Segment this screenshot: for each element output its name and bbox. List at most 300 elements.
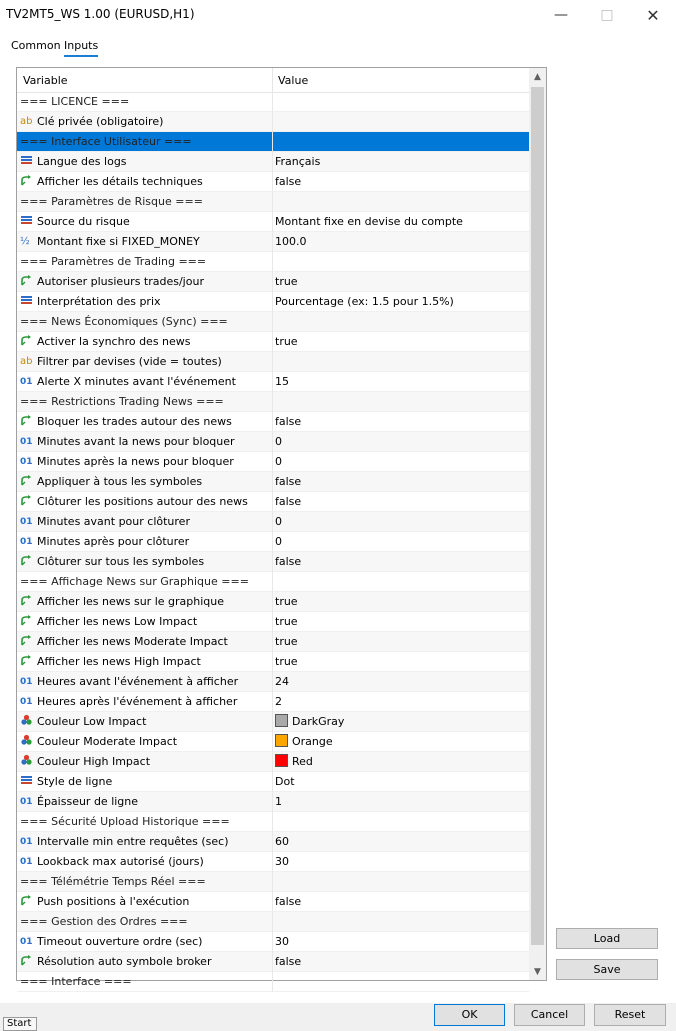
variable-cell	[20, 872, 270, 891]
bool-type-icon	[20, 334, 33, 346]
cell-separator	[272, 412, 273, 432]
value-cell[interactable]	[275, 152, 527, 171]
grid-row[interactable]	[17, 632, 529, 652]
variable-name: Afficher les news High Impact	[37, 655, 201, 668]
color-type-icon	[20, 734, 33, 746]
grid-row[interactable]	[17, 852, 529, 872]
grid-row[interactable]	[17, 152, 529, 172]
variable-cell	[20, 372, 270, 391]
grid-row[interactable]	[17, 272, 529, 292]
variable-name: Push positions à l'exécution	[37, 895, 190, 908]
cell-separator	[272, 692, 273, 712]
grid-row[interactable]	[17, 412, 529, 432]
variable-name: === Sécurité Upload Historique ===	[20, 815, 230, 828]
variable-cell	[20, 612, 270, 631]
value-cell[interactable]	[275, 652, 527, 671]
value-text: false	[275, 415, 302, 428]
value-cell[interactable]	[275, 852, 527, 871]
grid-row[interactable]	[17, 352, 529, 372]
variable-name: Langue des logs	[37, 155, 127, 168]
minimize-button[interactable]	[538, 0, 584, 30]
grid-section-row[interactable]	[17, 872, 529, 892]
tab-inputs[interactable]	[64, 39, 98, 52]
string-type-icon	[20, 354, 33, 366]
svg-text:ab: ab	[20, 356, 33, 367]
cell-separator	[272, 272, 273, 292]
value-cell[interactable]	[275, 632, 527, 651]
cell-separator	[272, 432, 273, 452]
variable-name: Minutes après pour clôturer	[37, 535, 190, 548]
grid-row[interactable]	[17, 292, 529, 312]
variable-name: Minutes avant pour clôturer	[37, 515, 190, 528]
grid-row[interactable]	[17, 492, 529, 512]
title-bar	[0, 0, 676, 30]
value-cell	[275, 872, 527, 891]
grid-row[interactable]	[17, 932, 529, 952]
value-text: false	[275, 495, 302, 508]
value-text: Orange	[292, 735, 333, 748]
value-cell[interactable]	[275, 552, 527, 571]
svg-text:½: ½	[20, 236, 30, 247]
cell-separator	[272, 812, 273, 832]
cell-separator	[272, 492, 273, 512]
column-separator[interactable]	[272, 68, 273, 92]
variable-name: === Télémétrie Temps Réel ===	[20, 875, 206, 888]
variable-cell	[20, 232, 270, 251]
variable-name: === LICENCE ===	[20, 95, 130, 108]
value-cell[interactable]	[275, 732, 527, 751]
enum-type-icon	[20, 214, 33, 226]
grid-row[interactable]	[17, 472, 529, 492]
bool-type-icon	[20, 474, 33, 486]
variable-cell	[20, 592, 270, 611]
value-text: 0	[275, 535, 282, 548]
grid-section-row[interactable]	[17, 912, 529, 932]
variable-cell	[20, 972, 270, 991]
grid-row[interactable]	[17, 652, 529, 672]
value-text: false	[275, 475, 302, 488]
scroll-down-button[interactable]	[529, 963, 546, 980]
variable-cell	[20, 192, 270, 211]
variable-cell	[20, 432, 270, 451]
color-type-icon	[20, 754, 33, 766]
column-header-value[interactable]: Value	[278, 74, 309, 87]
variable-cell	[20, 152, 270, 171]
variable-cell	[20, 572, 270, 591]
variable-cell	[20, 552, 270, 571]
variable-cell	[20, 952, 270, 971]
cell-separator	[272, 312, 273, 332]
value-cell	[275, 972, 527, 991]
variable-name: Heures avant l'événement à afficher	[37, 675, 239, 688]
grid-row[interactable]	[17, 952, 529, 972]
column-header-variable[interactable]: Variable	[23, 74, 68, 87]
variable-name: Couleur Moderate Impact	[37, 735, 178, 748]
variable-cell	[20, 412, 270, 431]
variable-cell	[20, 772, 270, 791]
value-text: false	[275, 895, 302, 908]
variable-name: Alerte X minutes avant l'événement	[37, 375, 236, 388]
int-type-icon	[20, 534, 33, 546]
variable-cell	[20, 272, 270, 291]
variable-cell	[20, 312, 270, 331]
grid-row[interactable]	[17, 712, 529, 732]
svg-text:01: 01	[20, 837, 33, 847]
scroll-up-button[interactable]	[529, 68, 546, 85]
variable-name: === Affichage News sur Graphique ===	[20, 575, 249, 588]
string-type-icon	[20, 114, 33, 126]
value-text: Français	[275, 155, 321, 168]
reset-button[interactable]: Reset	[594, 1004, 666, 1026]
int-type-icon	[20, 674, 33, 686]
value-text: 0	[275, 435, 282, 448]
bool-type-icon	[20, 414, 33, 426]
grid-section-row[interactable]	[17, 132, 529, 152]
variable-name: === Interface ===	[20, 975, 132, 988]
window-title: TV2MT5_WS 1.00 (EURUSD,H1)	[6, 7, 195, 21]
variable-cell	[20, 92, 270, 111]
variable-name: === Restrictions Trading News ===	[20, 395, 224, 408]
bool-type-icon	[20, 494, 33, 506]
enum-type-icon	[20, 774, 33, 786]
cell-separator	[272, 292, 273, 312]
cell-separator	[272, 232, 273, 252]
cell-separator	[272, 512, 273, 532]
grid-row[interactable]	[17, 832, 529, 852]
grid-section-row[interactable]	[17, 312, 529, 332]
value-cell[interactable]	[275, 472, 527, 491]
value-cell[interactable]	[275, 372, 527, 391]
variable-name: Intervalle min entre requêtes (sec)	[37, 835, 229, 848]
grid-row[interactable]	[17, 752, 529, 772]
cell-separator	[272, 712, 273, 732]
bool-type-icon	[20, 554, 33, 566]
value-cell[interactable]	[275, 752, 527, 771]
value-text: 24	[275, 675, 289, 688]
variable-name: === Paramètres de Trading ===	[20, 255, 207, 268]
value-text: true	[275, 635, 298, 648]
value-cell[interactable]	[275, 492, 527, 511]
svg-text:01: 01	[20, 797, 33, 807]
cell-separator	[272, 592, 273, 612]
bool-type-icon	[20, 614, 33, 626]
value-cell	[275, 252, 527, 271]
variable-cell	[20, 352, 270, 371]
grid-row[interactable]	[17, 112, 529, 132]
variable-cell	[20, 332, 270, 351]
scrollbar-thumb[interactable]	[531, 87, 544, 945]
value-text: false	[275, 555, 302, 568]
variable-name: Afficher les news Moderate Impact	[37, 635, 228, 648]
maximize-icon: □	[600, 7, 614, 23]
save-button[interactable]: Save	[556, 959, 658, 980]
load-button[interactable]: Load	[556, 928, 658, 949]
variable-name: Interprétation des prix	[37, 295, 161, 308]
variable-name: Appliquer à tous les symboles	[37, 475, 203, 488]
value-cell	[275, 392, 527, 411]
svg-text:01: 01	[20, 437, 33, 447]
svg-text:01: 01	[20, 517, 33, 527]
svg-text:ab: ab	[20, 116, 33, 127]
grid-section-row[interactable]	[17, 572, 529, 592]
variable-cell	[20, 712, 270, 731]
value-cell[interactable]	[275, 592, 527, 611]
enum-type-icon	[20, 294, 33, 306]
variable-name: Bloquer les trades autour des news	[37, 415, 232, 428]
int-type-icon	[20, 434, 33, 446]
variable-cell	[20, 852, 270, 871]
variable-cell	[20, 672, 270, 691]
value-cell[interactable]	[275, 212, 527, 231]
variable-name: Afficher les news Low Impact	[37, 615, 198, 628]
value-cell	[275, 132, 527, 151]
value-cell[interactable]	[275, 712, 527, 731]
value-cell[interactable]	[275, 832, 527, 851]
variable-name: === Gestion des Ordres ===	[20, 915, 188, 928]
cell-separator	[272, 852, 273, 872]
cell-separator	[272, 112, 273, 132]
variable-name: Source du risque	[37, 215, 130, 228]
color-swatch	[275, 714, 288, 727]
int-type-icon	[20, 854, 33, 866]
variable-name: Afficher les détails techniques	[37, 175, 203, 188]
variable-cell	[20, 532, 270, 551]
value-text: true	[275, 615, 298, 628]
variable-cell	[20, 172, 270, 191]
value-text: false	[275, 175, 302, 188]
variable-cell	[20, 492, 270, 511]
cell-separator	[272, 472, 273, 492]
grid-row[interactable]	[17, 532, 529, 552]
cell-separator	[272, 752, 273, 772]
close-button[interactable]	[630, 0, 676, 30]
variable-cell	[20, 812, 270, 831]
cell-separator	[272, 172, 273, 192]
value-text: 30	[275, 855, 289, 868]
chevron-down-icon: ▼	[534, 966, 541, 977]
grid-section-row[interactable]	[17, 252, 529, 272]
value-cell	[275, 192, 527, 211]
variable-name: Style de ligne	[37, 775, 113, 788]
cell-separator	[272, 352, 273, 372]
variable-cell	[20, 472, 270, 491]
grid-row[interactable]	[17, 612, 529, 632]
cell-separator	[272, 532, 273, 552]
cell-separator	[272, 732, 273, 752]
value-text: true	[275, 335, 298, 348]
cell-separator	[272, 572, 273, 592]
variable-name: Lookback max autorisé (jours)	[37, 855, 204, 868]
variable-cell	[20, 912, 270, 931]
vertical-scrollbar[interactable]	[529, 68, 546, 980]
value-cell[interactable]	[275, 672, 527, 691]
maximize-button	[584, 0, 630, 30]
variable-name: Autoriser plusieurs trades/jour	[37, 275, 204, 288]
value-cell[interactable]	[275, 612, 527, 631]
grid-row[interactable]	[17, 372, 529, 392]
value-cell	[275, 912, 527, 931]
int-type-icon	[20, 514, 33, 526]
variable-name: Clôturer sur tous les symboles	[37, 555, 205, 568]
int-type-icon	[20, 834, 33, 846]
grid-row[interactable]	[17, 732, 529, 752]
svg-text:01: 01	[20, 697, 33, 707]
value-cell[interactable]	[275, 772, 527, 791]
cell-separator	[272, 912, 273, 932]
grid-row[interactable]	[17, 892, 529, 912]
cell-separator	[272, 932, 273, 952]
cell-separator	[272, 212, 273, 232]
grid-section-row[interactable]	[17, 812, 529, 832]
variable-cell	[20, 792, 270, 811]
bool-type-icon	[20, 634, 33, 646]
value-text: Red	[292, 755, 313, 768]
svg-text:01: 01	[20, 537, 33, 547]
cell-separator	[272, 372, 273, 392]
cell-separator	[272, 152, 273, 172]
grid-row[interactable]	[17, 512, 529, 532]
value-text: 2	[275, 695, 282, 708]
cancel-button[interactable]: Cancel	[514, 1004, 585, 1026]
bool-type-icon	[20, 274, 33, 286]
grid-section-row[interactable]	[17, 972, 529, 992]
value-cell[interactable]	[275, 452, 527, 471]
cell-separator	[272, 332, 273, 352]
variable-cell	[20, 652, 270, 671]
grid-row[interactable]	[17, 592, 529, 612]
variable-name: Couleur High Impact	[37, 755, 151, 768]
variable-cell	[20, 392, 270, 411]
grid-section-row[interactable]	[17, 192, 529, 212]
grid-row[interactable]	[17, 332, 529, 352]
int-type-icon	[20, 454, 33, 466]
variable-cell	[20, 252, 270, 271]
value-cell[interactable]	[275, 232, 527, 251]
cell-separator	[272, 672, 273, 692]
grid-rows	[17, 92, 529, 992]
variable-cell	[20, 752, 270, 771]
value-cell[interactable]	[275, 952, 527, 971]
value-cell[interactable]	[275, 932, 527, 951]
int-type-icon	[20, 694, 33, 706]
value-text: 100.0	[275, 235, 307, 248]
inputs-grid	[16, 67, 547, 988]
cell-separator	[272, 612, 273, 632]
close-icon: ✕	[646, 5, 660, 25]
bool-type-icon	[20, 894, 33, 906]
grid-header	[17, 68, 529, 93]
start-button[interactable]: Start	[3, 1017, 37, 1031]
grid-row[interactable]	[17, 232, 529, 252]
variable-name: Activer la synchro des news	[37, 335, 191, 348]
value-cell[interactable]	[275, 532, 527, 551]
value-cell[interactable]	[275, 792, 527, 811]
value-text: 30	[275, 935, 289, 948]
variable-cell	[20, 832, 270, 851]
grid-section-row[interactable]	[17, 392, 529, 412]
int-type-icon	[20, 794, 33, 806]
tab-inputs-label: Inputs	[64, 39, 99, 52]
variable-name: === News Économiques (Sync) ===	[20, 315, 228, 328]
variable-cell	[20, 452, 270, 471]
bool-type-icon	[20, 654, 33, 666]
bool-type-icon	[20, 174, 33, 186]
variable-name: Résolution auto symbole broker	[37, 955, 212, 968]
active-tab-underline	[64, 55, 98, 57]
value-cell[interactable]	[275, 432, 527, 451]
grid-row[interactable]	[17, 552, 529, 572]
grid-row[interactable]	[17, 452, 529, 472]
cell-separator	[272, 92, 273, 112]
variable-cell	[20, 632, 270, 651]
value-cell	[275, 572, 527, 591]
variable-cell	[20, 932, 270, 951]
value-text: true	[275, 655, 298, 668]
value-cell[interactable]	[275, 172, 527, 191]
ok-button[interactable]: OK	[434, 1004, 505, 1026]
int-type-icon	[20, 934, 33, 946]
value-text: 60	[275, 835, 289, 848]
value-cell[interactable]	[275, 692, 527, 711]
value-cell[interactable]	[275, 112, 527, 131]
variable-name: Timeout ouverture ordre (sec)	[37, 935, 203, 948]
cell-separator	[272, 872, 273, 892]
variable-name: Clôturer les positions autour des news	[37, 495, 248, 508]
grid-row[interactable]	[17, 172, 529, 192]
value-cell[interactable]	[275, 512, 527, 531]
grid-row[interactable]	[17, 692, 529, 712]
cell-separator	[272, 952, 273, 972]
value-text: Dot	[275, 775, 295, 788]
cell-separator	[272, 772, 273, 792]
value-text: 15	[275, 375, 289, 388]
variable-name: === Paramètres de Risque ===	[20, 195, 203, 208]
cell-separator	[272, 132, 273, 152]
variable-name: Heures après l'événement à afficher	[37, 695, 238, 708]
value-cell[interactable]	[275, 272, 527, 291]
color-swatch	[275, 754, 288, 767]
value-text: Montant fixe en devise du compte	[275, 215, 463, 228]
grid-row[interactable]	[17, 672, 529, 692]
svg-text:01: 01	[20, 457, 33, 467]
variable-name: Épaisseur de ligne	[37, 795, 139, 808]
value-cell[interactable]	[275, 352, 527, 371]
value-cell[interactable]	[275, 292, 527, 311]
bool-type-icon	[20, 594, 33, 606]
cell-separator	[272, 552, 273, 572]
grid-row[interactable]	[17, 212, 529, 232]
cell-separator	[272, 392, 273, 412]
grid-row[interactable]	[17, 792, 529, 812]
cell-separator	[272, 652, 273, 672]
svg-text:01: 01	[20, 377, 33, 387]
variable-name: Filtrer par devises (vide = toutes)	[37, 355, 222, 368]
variable-name: Minutes avant la news pour bloquer	[37, 435, 235, 448]
cell-separator	[272, 972, 273, 992]
cell-separator	[272, 452, 273, 472]
value-cell[interactable]	[275, 332, 527, 351]
value-cell[interactable]	[275, 412, 527, 431]
cell-separator	[272, 252, 273, 272]
grid-row[interactable]	[17, 772, 529, 792]
grid-section-row[interactable]	[17, 92, 529, 112]
grid-row[interactable]	[17, 432, 529, 452]
color-swatch	[275, 734, 288, 747]
value-cell	[275, 92, 527, 111]
variable-cell	[20, 212, 270, 231]
tab-common[interactable]: Common	[11, 39, 61, 52]
value-cell[interactable]	[275, 892, 527, 911]
